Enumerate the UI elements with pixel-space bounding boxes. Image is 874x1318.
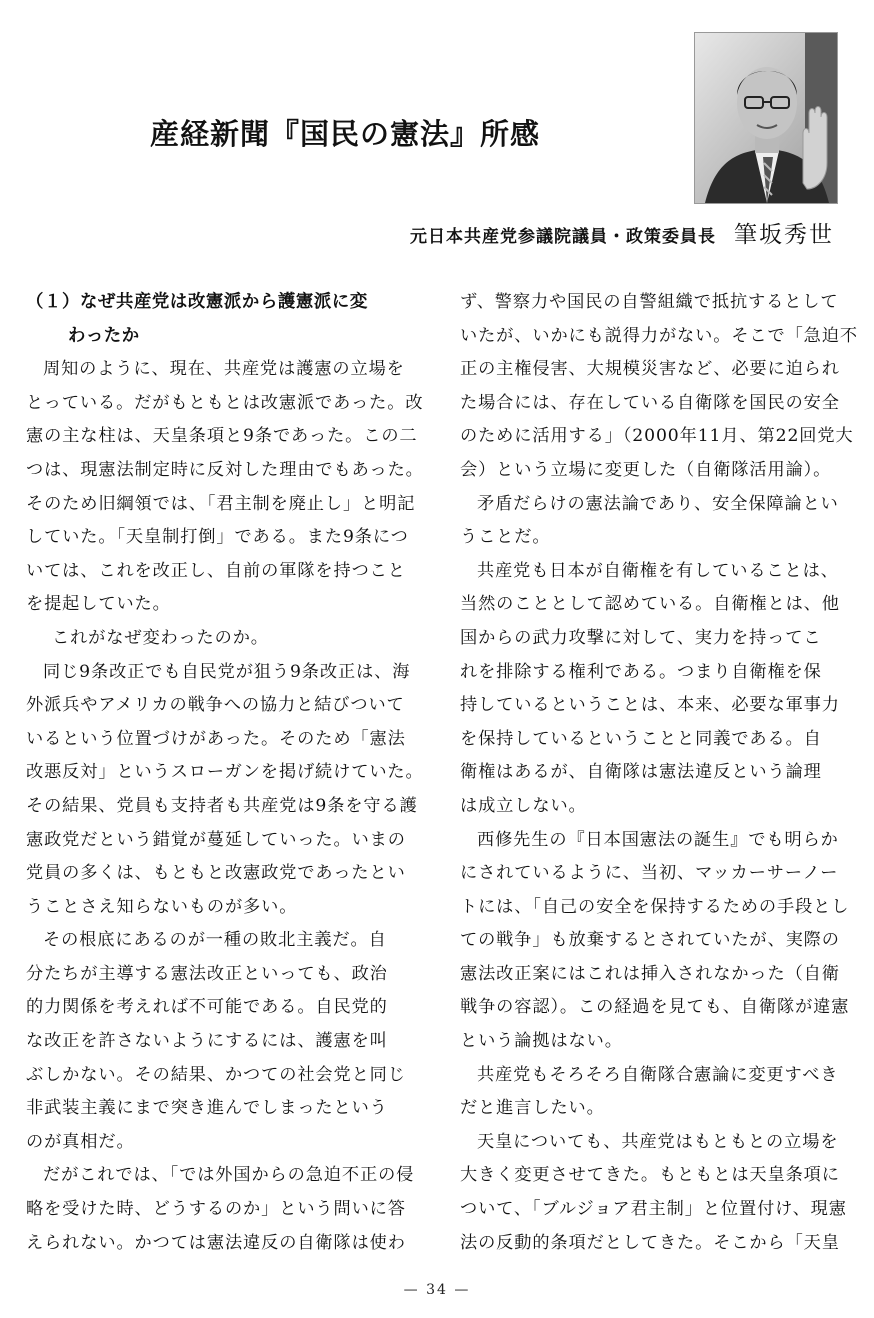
text-line: 憲の主な柱は、天皇条項と9条であった。この二	[26, 426, 418, 447]
text-line: という論拠はない。	[460, 1031, 623, 1052]
text-line: 西修先生の『日本国憲法の誕生』でも明らか	[477, 829, 839, 850]
text-line: いたが、いかにも説得力がない。そこで「急迫不	[460, 325, 858, 346]
text-line: これがなぜ変わったのか。	[52, 627, 269, 648]
text-line: 法の反動的条項だとしてきた。そこから「天皇	[460, 1232, 840, 1253]
text-line: いるという位置づけがあった。そのため「憲法	[26, 728, 406, 749]
text-line: 共産党も日本が自衛権を有していることは、	[477, 560, 839, 581]
text-line: うことさえ知らないものが多い。	[26, 896, 298, 917]
author-line	[410, 216, 834, 249]
text-line: ついて、「ブルジョア君主制」と位置付け、現憲	[460, 1199, 847, 1220]
text-line: 矛盾だらけの憲法論であり、安全保障論とい	[477, 493, 839, 514]
text-line: 改悪反対」というスローガンを掲げ続けていた。	[26, 762, 424, 783]
author-affiliation: 元日本共産党参議院議員・政策委員長	[410, 227, 716, 247]
text-line: 分たちが主導する憲法改正といっても、政治	[26, 963, 388, 984]
section-heading-line: わったか	[68, 325, 140, 346]
section-heading-line: （１）なぜ共産党は改憲派から護憲派に変	[26, 292, 368, 312]
article-title: 産経新聞『国民の憲法』所感	[150, 117, 541, 151]
paragraph	[26, 622, 402, 656]
text-line: のが真相だ。	[26, 1131, 135, 1152]
paragraph	[460, 824, 850, 1059]
section-heading	[26, 286, 402, 353]
text-line: 党員の多くは、もともと改憲政党であったとい	[26, 863, 406, 884]
paragraph	[26, 1159, 415, 1260]
text-line: ぶしかない。その結果、かつての社会党と同じ	[26, 1064, 406, 1085]
text-line: 的力関係を考えれば不可能である。自民党的	[26, 997, 388, 1018]
text-line: していた。「天皇制打倒」である。また9条につ	[26, 527, 409, 548]
text-line: 周知のように、現在、共産党は護憲の立場を	[43, 359, 405, 380]
paragraph	[26, 656, 424, 925]
page-number: — 34 —	[403, 1282, 471, 1298]
text-line: 大きく変更させてきた。もともとは天皇条項に	[460, 1165, 840, 1186]
paragraph	[460, 286, 858, 488]
paragraph	[460, 1126, 847, 1260]
text-line: つは、現憲法制定時に反対した理由でもあった。	[26, 459, 424, 480]
text-line: そのため旧綱領では、「君主制を廃止し」と明記	[26, 493, 416, 514]
text-line: トには、「自己の安全を保持するための手段とし	[460, 896, 850, 917]
text-line: を提起していた。	[26, 594, 171, 615]
text-line: のために活用する」（2000年11月、第22回党大	[460, 426, 854, 447]
text-line: 国からの武力攻撃に対して、実力を持ってこ	[460, 627, 822, 648]
text-line: 会）という立場に変更した（自衛隊活用論）。	[460, 459, 832, 480]
text-line: とっている。だがもともとは改憲派であった。改	[26, 392, 424, 413]
paragraph	[460, 555, 840, 824]
text-line: その結果、党員も支持者も共産党は9条を守る護	[26, 795, 418, 816]
text-line: 憲法改正案にはこれは挿入されなかった（自衛	[460, 963, 840, 984]
text-line: 衛権はあるが、自衛隊は憲法違反という論理	[460, 762, 822, 783]
author-name: 筆坂秀世	[734, 222, 834, 248]
left-column-body	[26, 353, 424, 1260]
text-line: 正の主権侵害、大規模災害など、必要に迫られ	[460, 359, 840, 380]
text-line: 持しているということは、本来、必要な軍事力	[460, 695, 840, 716]
text-line: 天皇についても、共産党はもともとの立場を	[477, 1131, 839, 1152]
text-line: ての戦争」も放棄するとされていたが、実際の	[460, 930, 840, 951]
text-line: 同じ9条改正でも自民党が狙う9条改正は、海	[43, 661, 411, 682]
text-line: 略を受けた時、どうするのか」という問いに答	[26, 1199, 406, 1220]
text-line: 共産党もそろそろ自衛隊合憲論に変更すべき	[477, 1064, 839, 1085]
text-line: うことだ。	[460, 527, 551, 548]
right-column	[460, 286, 858, 1260]
author-photo	[694, 32, 838, 204]
text-line: ず、警察力や国民の自警組織で抵抗するとして	[460, 292, 839, 312]
paragraph	[26, 924, 406, 1159]
text-line: れを排除する権利である。つまり自衛権を保	[460, 661, 822, 682]
paragraph	[460, 1059, 839, 1126]
text-line: を保持しているということと同義である。自	[460, 728, 822, 749]
text-line: た場合には、存在している自衛隊を国民の安全	[460, 392, 840, 413]
text-line: 非武装主義にまで突き進んでしまったという	[26, 1098, 388, 1119]
text-line: 外派兵やアメリカの戦争への協力と結びついて	[26, 695, 405, 716]
left-column	[26, 286, 424, 1260]
text-line: だと進言したい。	[460, 1098, 605, 1119]
paragraph	[460, 488, 839, 555]
text-line: いては、これを改正し、自前の軍隊を持つこと	[26, 560, 406, 581]
text-line: だがこれでは、「では外国からの急迫不正の侵	[43, 1165, 415, 1186]
text-line: な改正を許さないようにするには、護憲を叫	[26, 1031, 388, 1052]
text-line: にされているように、当初、マッカーサーノー	[460, 863, 839, 884]
text-line: は成立しない。	[460, 795, 587, 816]
author-photo-illustration	[695, 33, 837, 203]
right-column-body	[460, 286, 858, 1260]
text-line: 戦争の容認）。この経過を見ても、自衛隊が違憲	[460, 997, 850, 1018]
text-line: 憲政党だという錯覚が蔓延していった。いまの	[26, 829, 406, 850]
text-line: 当然のこととして認めている。自衛権とは、他	[460, 594, 840, 615]
paragraph	[26, 353, 424, 622]
text-line: その根底にあるのが一種の敗北主義だ。自	[43, 930, 387, 951]
text-line: えられない。かつては憲法違反の自衛隊は使わ	[26, 1232, 406, 1253]
